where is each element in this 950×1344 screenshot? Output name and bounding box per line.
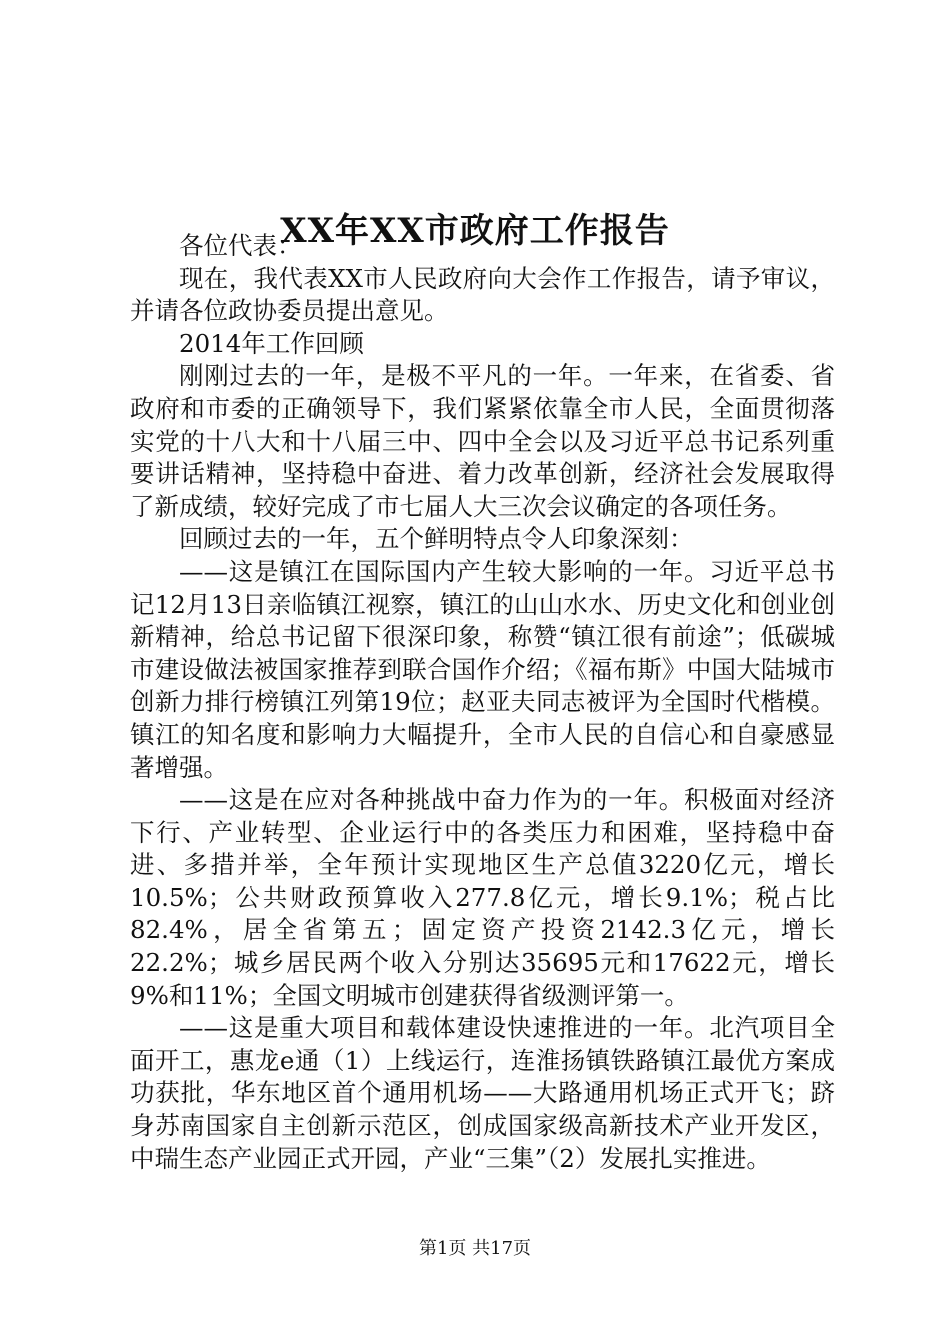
- paragraph-features-intro: 回顾过去的一年，五个鲜明特点令人印象深刻：: [179, 524, 694, 554]
- paragraph-feature-3: ——这是重大项目和载体建设快速推进的一年。北汽项目全面开工，惠龙e通（1）上线运行，连淮扬镇铁路镇江最优方案成功获批，华东地区首个通用机场——大路通用机场正式开飞；跻身苏南国家自主创新示范区，创成国家级高新技术产业开发区，中瑞生态产业园正式开园，产业“三集”（2）发展扎实推进。: [130, 1013, 835, 1173]
- section-heading: 2014年工作回顾: [179, 328, 364, 358]
- paragraph-feature-2: ——这是在应对各种挑战中奋力作为的一年。积极面对经济下行、产业转型、企业运行中的各类压力和困难，坚持稳中奋进、多措并举，全年预计实现地区生产总值3220亿元，增长10.5%；公共财政预算收入277.8亿元，增长9.1%；税占比82.4%，居全省第五；固定资产投资2142.3亿元，增长22.2%；城乡居民两个收入分别达35695元和17622元，增长9%和11%；全国文明城市创建获得省级测评第一。: [130, 785, 835, 1010]
- document-body: [130, 230, 835, 1175]
- paragraph-review: 刚刚过去的一年，是极不平凡的一年。一年来，在省委、省政府和市委的正确领导下，我们紧紧依靠全市人民，全面贯彻落实党的十八大和十八届三中、四中全会以及习近平总书记系列重要讲话精神，坚持稳中奋进、着力改革创新，经济社会发展取得了新成绩，较好完成了市七届人大三次会议确定的各项任务。: [130, 361, 835, 521]
- paragraph-feature-1: ——这是镇江在国际国内产生较大影响的一年。习近平总书记12月13日亲临镇江视察，镇江的山山水水、历史文化和创业创新精神，给总书记留下很深印象，称赞“镇江很有前途”；低碳城市建设做法被国家推荐到联合国作介绍；《福布斯》中国大陆城市创新力排行榜镇江列第19位；赵亚夫同志被评为全国时代楷模。镇江的知名度和影响力大幅提升，全市人民的自信心和自豪感显著增强。: [130, 556, 835, 782]
- paragraph-salutation: 各位代表：: [179, 231, 302, 260]
- paragraph-intro: 现在，我代表XX市人民政府向大会作工作报告，请予审议，并请各位政协委员提出意见。: [130, 263, 835, 326]
- page-title: XX年XX市政府工作报告: [280, 210, 670, 251]
- page-number-footer: 第1页 共17页: [418, 1238, 532, 1259]
